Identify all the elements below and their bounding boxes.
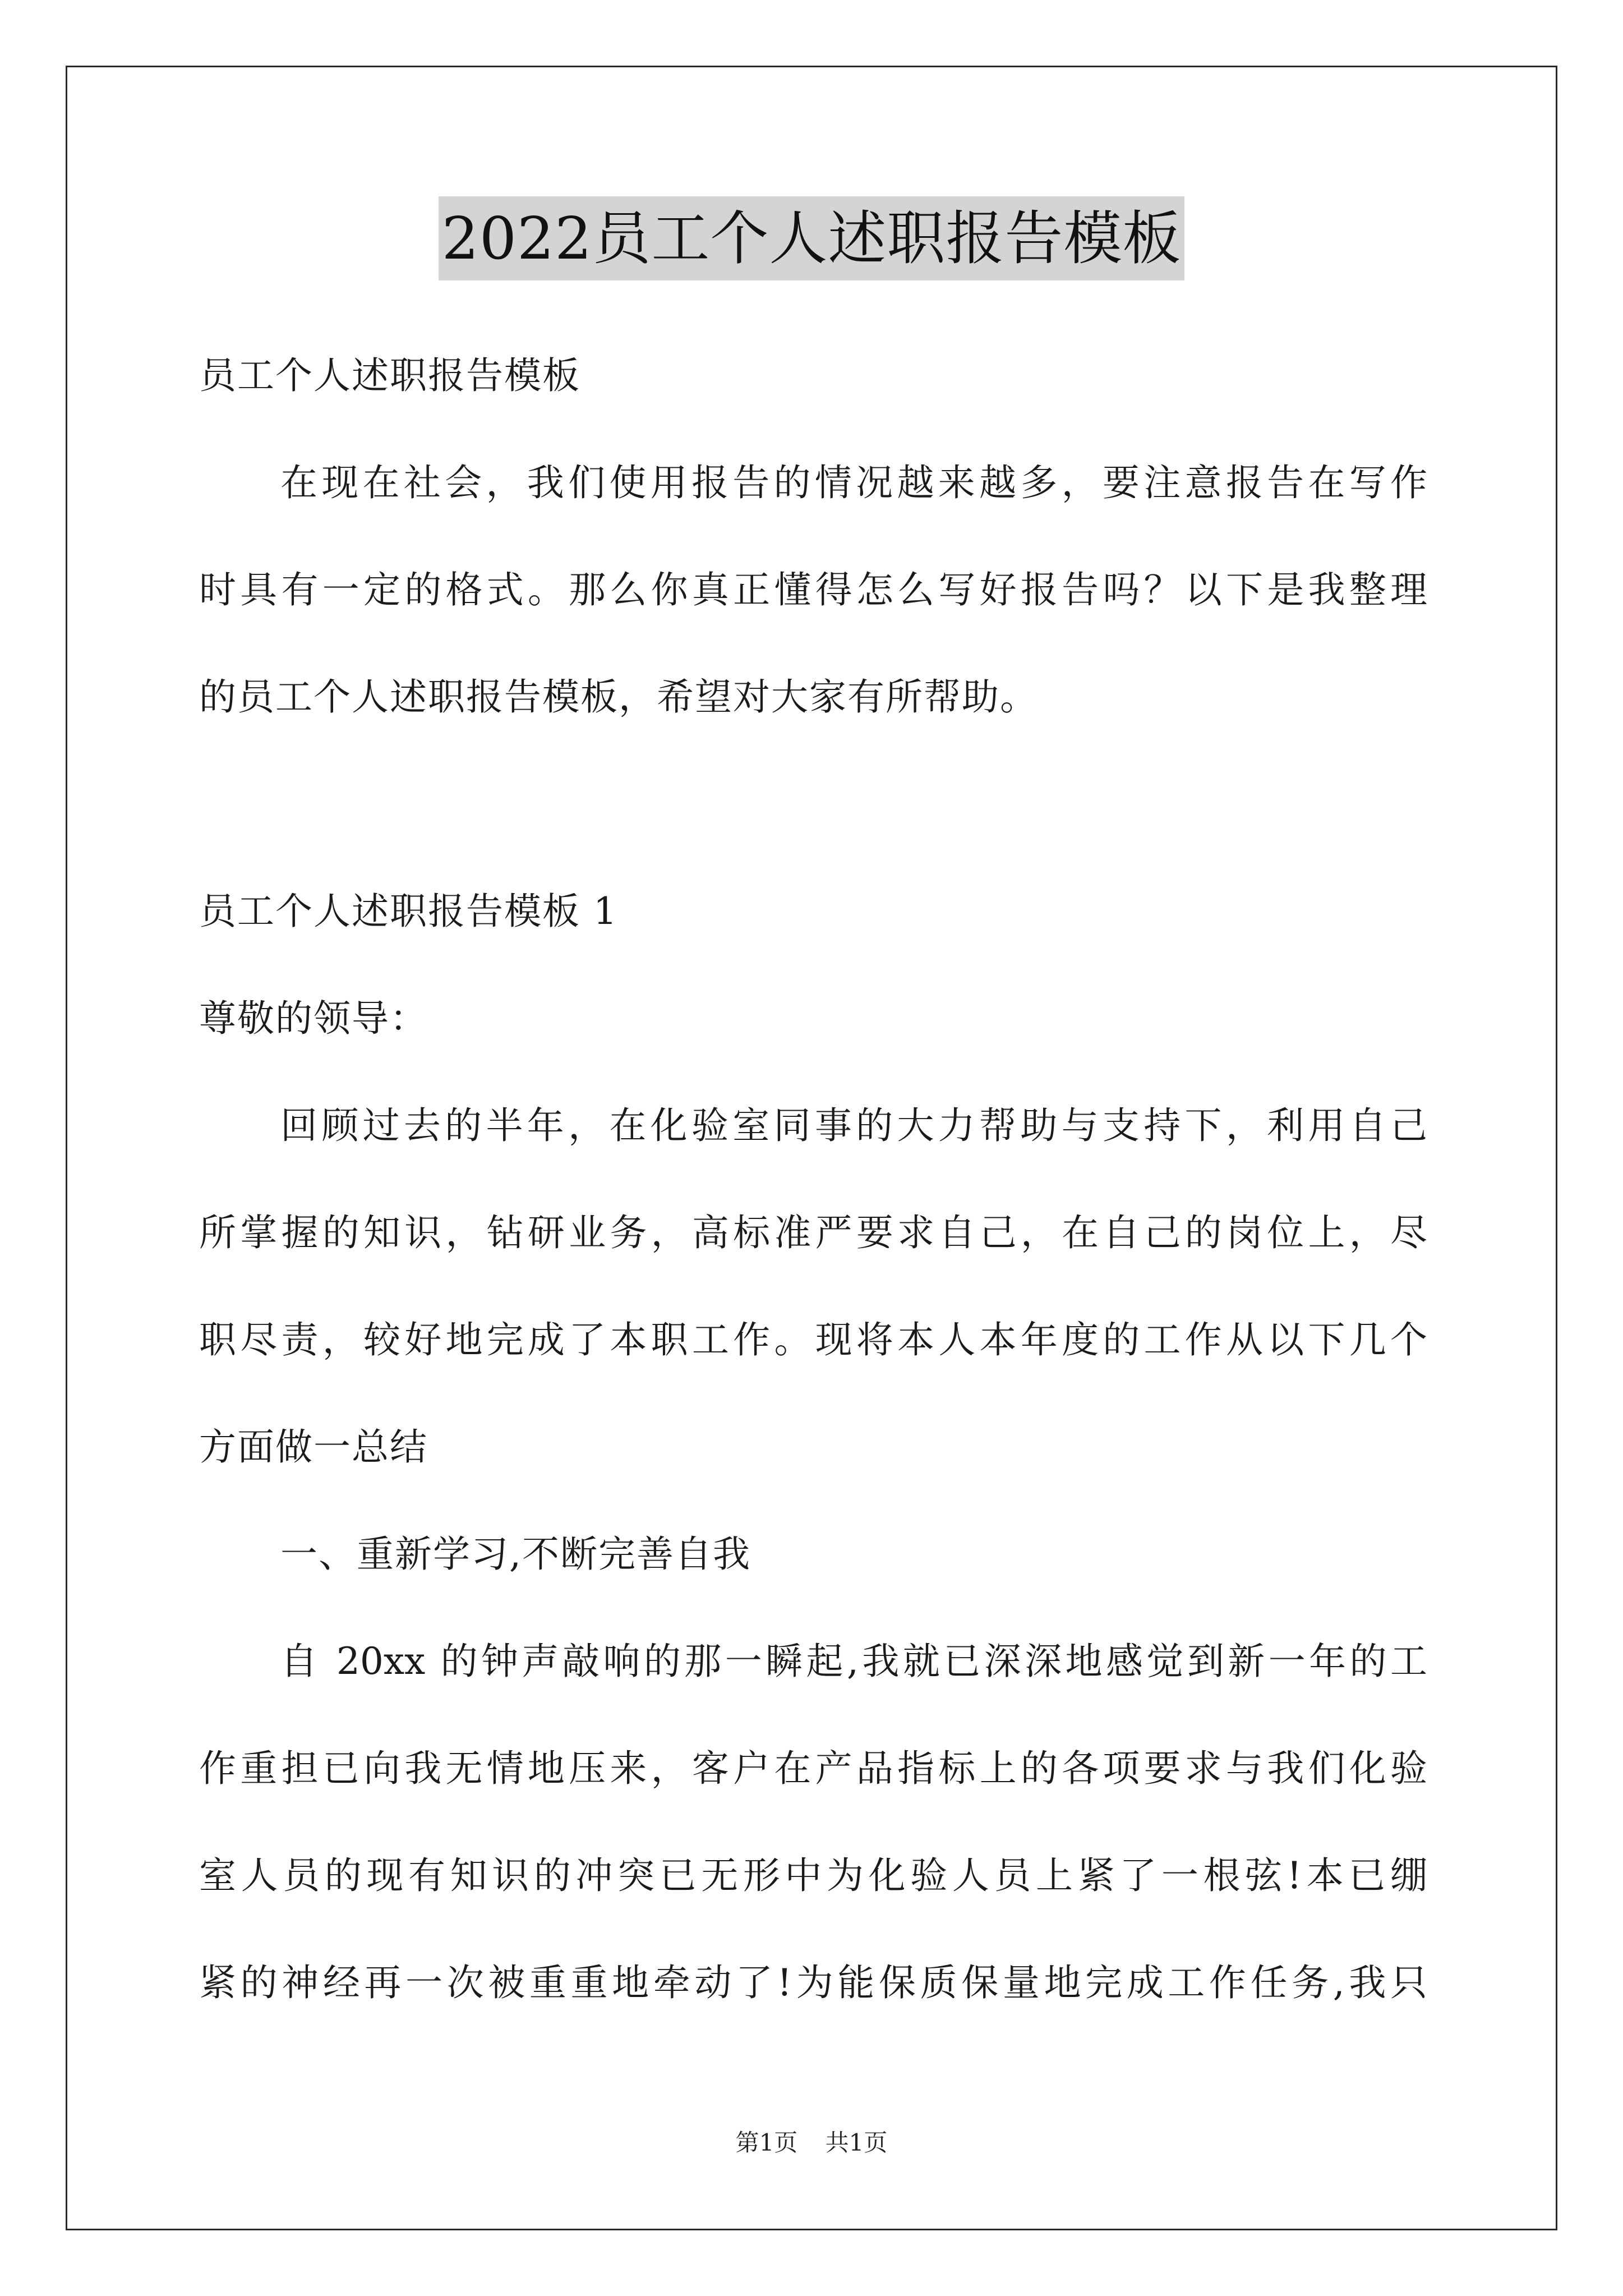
paragraph-line: 职尽责，较好地完成了本职工作。现将本人本年度的工作从以下几个 xyxy=(199,1318,1427,1361)
document-subtitle: 员工个人述职报告模板 xyxy=(199,354,580,397)
intro-line: 的员工个人述职报告模板，希望对大家有所帮助。 xyxy=(199,675,1038,719)
section-heading: 员工个人述职报告模板 1 xyxy=(199,890,618,933)
paragraph-line: 回顾过去的半年，在化验室同事的大力帮助与支持下，利用自己 xyxy=(280,1104,1427,1147)
intro-line: 时具有一定的格式。那么你真正懂得怎么写好报告吗？以下是我整理 xyxy=(199,568,1427,611)
intro-line: 在现在社会，我们使用报告的情况越来越多，要注意报告在写作 xyxy=(280,461,1427,504)
paragraph-line: 自 20xx 的钟声敲响的那一瞬起,我就已深深地感觉到新一年的工 xyxy=(280,1640,1427,1683)
salutation: 尊敬的领导： xyxy=(199,997,428,1040)
page-footer xyxy=(0,2127,1623,2159)
page-number: 第1页 xyxy=(735,2129,798,2156)
paragraph-line: 紧的神经再一次被重重地牵动了!为能保质保量地完成工作任务,我只 xyxy=(199,1961,1427,2004)
paragraph-line: 室人员的现有知识的冲突已无形中为化验人员上紧了一根弦!本已绷 xyxy=(199,1854,1427,1897)
paragraph-line: 方面做一总结 xyxy=(199,1425,428,1469)
item-heading: 一、重新学习,不断完善自我 xyxy=(280,1533,751,1576)
page-total: 共1页 xyxy=(825,2129,888,2156)
paragraph-line: 作重担已向我无情地压来，客户在产品指标上的各项要求与我们化验 xyxy=(199,1747,1427,1790)
paragraph-line: 所掌握的知识，钻研业务，高标准严要求自己，在自己的岗位上，尽 xyxy=(199,1211,1427,1254)
title-wrap xyxy=(0,196,1623,280)
document-title: 2022员工个人述职报告模板 xyxy=(439,196,1185,280)
